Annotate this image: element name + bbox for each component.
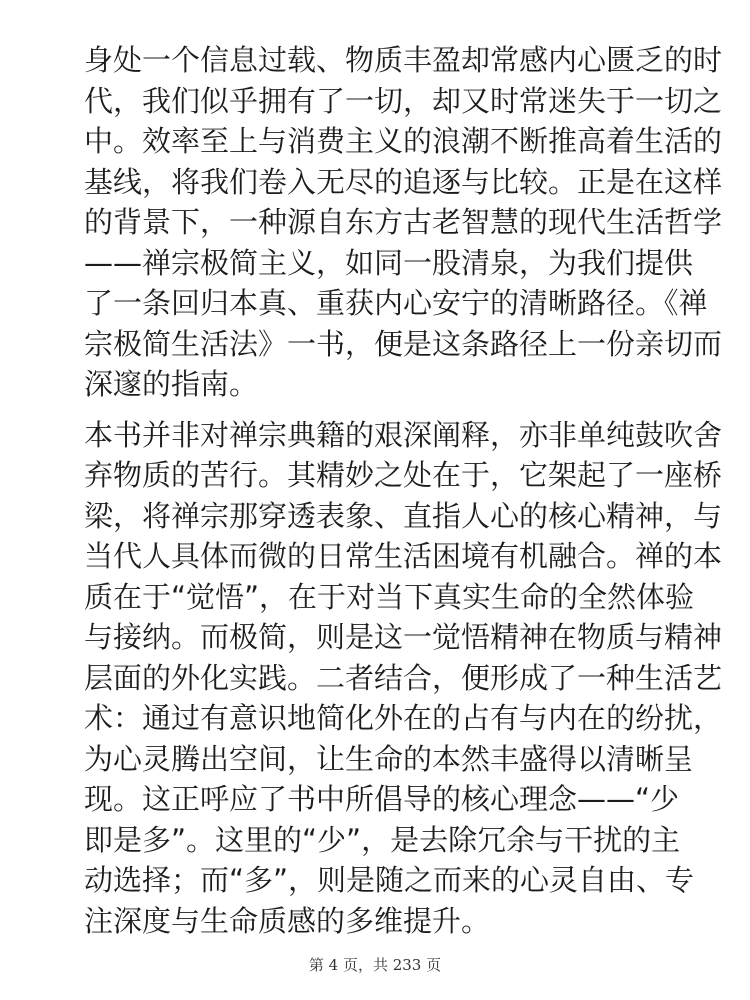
- text-line: 与接纳。而极简，则是这一觉悟精神在物质与精神: [84, 620, 723, 654]
- text-line: 身处一个信息过载、物质丰盈却常感内心匮乏的时: [84, 43, 723, 77]
- text-line: 术：通过有意识地简化外在的占有与内在的纷扰，: [84, 701, 723, 735]
- text-line: ——禅宗极简主义，如同一股清泉，为我们提供: [84, 245, 694, 280]
- text-line: 的背景下，一种源自东方古老智慧的现代生活哲学: [84, 205, 723, 239]
- text-line: 了一条回归本真、重获内心安宁的清晰路径。《禅: [84, 286, 708, 320]
- text-line: 代，我们似乎拥有了一切，却又时常迷失于一切之: [84, 83, 723, 118]
- text-line: 基线，将我们卷入无尽的追逐与比较。正是在这样: [84, 164, 723, 199]
- text-line: 质在于“觉悟”，在于对当下真实生命的全然体验: [84, 579, 695, 614]
- text-line: 为心灵腾出空间，让生命的本然丰盛得以清晰呈: [84, 741, 694, 776]
- text-line: 中。效率至上与消费主义的浪潮不断推高着生活的: [84, 124, 723, 158]
- text-line: 深邃的指南。: [84, 367, 259, 401]
- text-line: 即是多”。这里的“少”，是去除冗余与干扰的主: [84, 822, 681, 857]
- text-line: 当代人具体而微的日常生活困境有机融合。禅的本: [84, 539, 723, 573]
- paragraph-2: [84, 415, 723, 942]
- text-line: 注深度与生命质感的多维提升。: [84, 903, 491, 938]
- text-line: 宗极简生活法》一书，便是这条路径上一份亲切而: [84, 326, 723, 361]
- paragraph-1: [84, 40, 723, 405]
- page-number-footer: 第 4 页，共 233 页: [308, 956, 442, 974]
- text-line: 现。这正呼应了书中所倡导的核心理念——“少: [84, 782, 680, 816]
- text-line: 弃物质的苦行。其精妙之处在于，它架起了一座桥: [84, 458, 723, 492]
- text-line: 本书并非对禅宗典籍的艰深阐释，亦非单纯鼓吹舍: [84, 417, 723, 452]
- text-line: 层面的外化实践。二者结合，便形成了一种生活艺: [84, 660, 723, 695]
- body-text: [84, 40, 723, 941]
- text-line: 动选择；而“多”，则是随之而来的心灵自由、专: [84, 863, 695, 897]
- text-line: 梁，将禅宗那穿透表象、直指人心的核心精神，与: [84, 498, 723, 533]
